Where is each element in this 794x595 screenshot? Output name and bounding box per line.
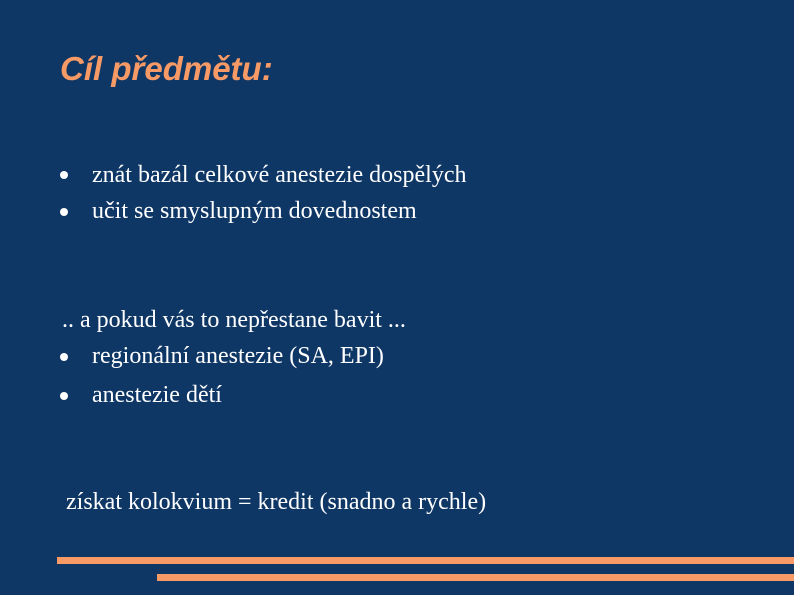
footer-line: získat kolokvium = kredit (snadno a rychle): [66, 489, 487, 515]
accent-bar-top: [57, 557, 794, 564]
bullet-icon: [60, 171, 68, 179]
list-item: anestezie dětí: [92, 382, 222, 408]
list-item: učit se smyslupným dovednostem: [92, 198, 417, 224]
slide-title: Cíl předmětu:: [60, 50, 273, 87]
bullet-icon: [60, 392, 68, 400]
bullet-icon: [60, 353, 68, 361]
list-item: regionální anestezie (SA, EPI): [92, 343, 384, 369]
list-item: znát bazál celkové anestezie dospělých: [92, 162, 467, 188]
bullet-icon: [60, 208, 68, 216]
accent-bar-bottom: [157, 574, 794, 581]
intro-line: .. a pokud vás to nepřestane bavit ...: [62, 307, 406, 333]
